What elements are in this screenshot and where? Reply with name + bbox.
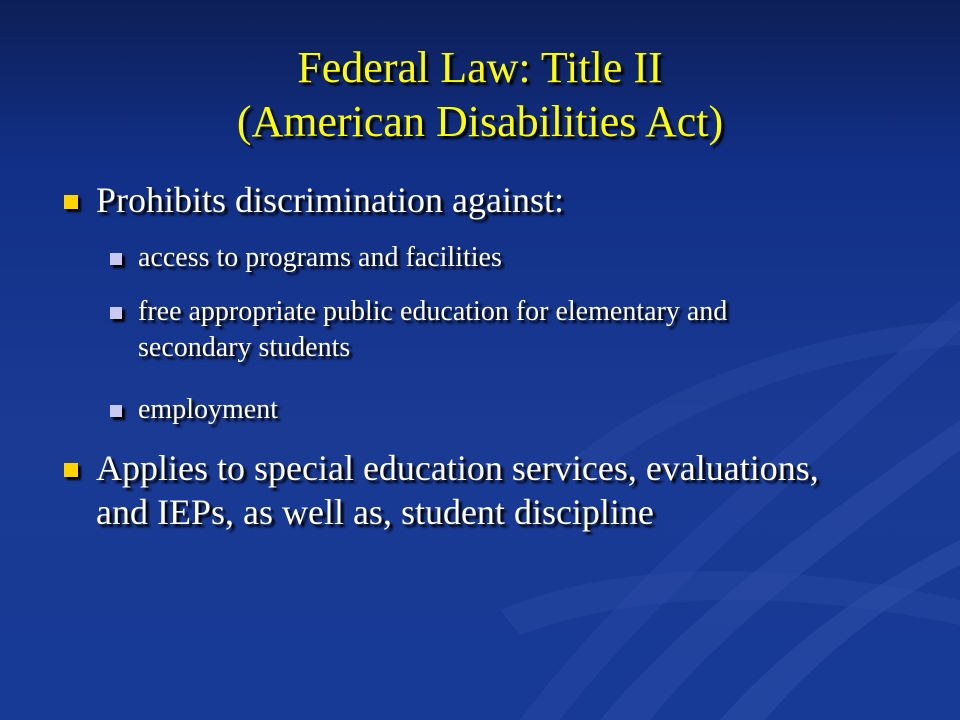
bullet-item-applies <box>96 446 856 534</box>
sub-bullet-item-fape <box>138 294 738 366</box>
slide-title-line-1: Federal Law: Title II <box>297 43 663 92</box>
square-bullet-icon <box>64 463 78 477</box>
square-bullet-icon <box>110 405 122 417</box>
bullet-text: Applies to special education services, evaluations, and IEPs, as well as, student discipline <box>96 448 819 532</box>
sub-bullet-text: employment <box>138 394 278 425</box>
bullet-item-prohibits <box>96 178 876 222</box>
square-bullet-icon <box>110 307 122 319</box>
sub-bullet-text: access to programs and facilities <box>138 242 502 273</box>
square-bullet-icon <box>64 195 78 209</box>
slide-title-line-2: (American Disabilities Act) <box>236 97 724 146</box>
bullet-text: Prohibits discrimination against: <box>96 180 564 220</box>
square-bullet-icon <box>110 253 122 265</box>
sub-bullet-text: free appropriate public education for elementary and secondary students <box>138 296 728 363</box>
sub-bullet-item-access <box>138 240 878 276</box>
sub-bullet-item-employment <box>138 392 878 428</box>
